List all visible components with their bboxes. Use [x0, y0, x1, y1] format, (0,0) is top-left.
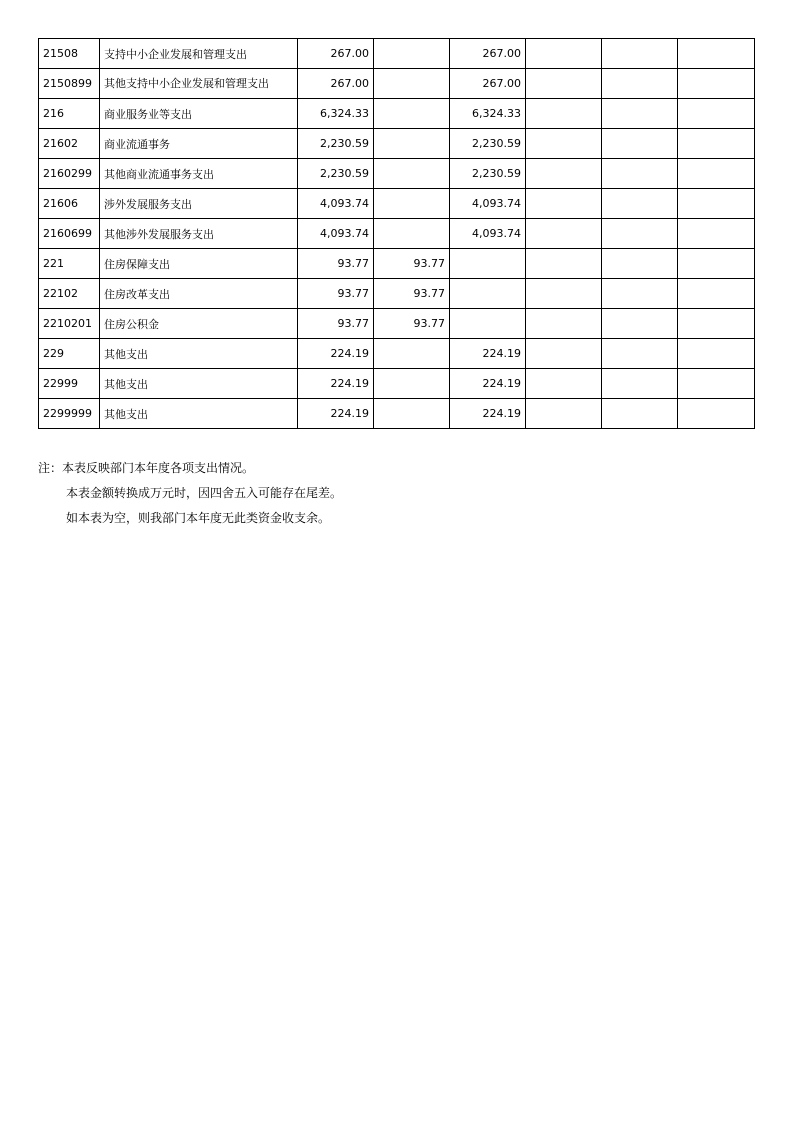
- cell-code: 2160299: [39, 159, 100, 189]
- cell-col6: [602, 249, 678, 279]
- cell-col5: [526, 249, 602, 279]
- cell-col5: [526, 279, 602, 309]
- cell-project: 2,230.59: [450, 129, 526, 159]
- cell-col5: [526, 99, 602, 129]
- cell-col6: [602, 339, 678, 369]
- cell-col7: [678, 249, 755, 279]
- cell-code: 21508: [39, 39, 100, 69]
- cell-basic: [374, 339, 450, 369]
- cell-code: 216: [39, 99, 100, 129]
- cell-code: 21602: [39, 129, 100, 159]
- cell-col6: [602, 39, 678, 69]
- table-row: [39, 369, 755, 399]
- cell-col6: [602, 369, 678, 399]
- cell-col7: [678, 309, 755, 339]
- table-notes: [38, 456, 342, 531]
- cell-col6: [602, 189, 678, 219]
- cell-col7: [678, 39, 755, 69]
- cell-total: 93.77: [298, 309, 374, 339]
- cell-project: 224.19: [450, 399, 526, 429]
- cell-code: 22999: [39, 369, 100, 399]
- cell-col7: [678, 399, 755, 429]
- cell-project: [450, 249, 526, 279]
- cell-code: 2299999: [39, 399, 100, 429]
- cell-total: 93.77: [298, 279, 374, 309]
- cell-col6: [602, 99, 678, 129]
- table-row: [39, 129, 755, 159]
- cell-total: 2,230.59: [298, 159, 374, 189]
- cell-col5: [526, 369, 602, 399]
- cell-col5: [526, 399, 602, 429]
- cell-project: [450, 279, 526, 309]
- cell-col6: [602, 69, 678, 99]
- cell-project: 224.19: [450, 339, 526, 369]
- cell-col7: [678, 279, 755, 309]
- cell-col7: [678, 129, 755, 159]
- cell-code: 2210201: [39, 309, 100, 339]
- table-row: [39, 69, 755, 99]
- cell-project: 224.19: [450, 369, 526, 399]
- cell-basic: [374, 99, 450, 129]
- table-row: [39, 399, 755, 429]
- cell-item-name: 住房公积金: [100, 309, 298, 339]
- note-line: 如本表为空，则我部门本年度无此类资金收支余。: [66, 511, 331, 525]
- cell-code: 22102: [39, 279, 100, 309]
- cell-item-name: 其他涉外发展服务支出: [100, 219, 298, 249]
- cell-col6: [602, 309, 678, 339]
- cell-code: 2160699: [39, 219, 100, 249]
- cell-basic: [374, 219, 450, 249]
- cell-total: 6,324.33: [298, 99, 374, 129]
- cell-total: 2,230.59: [298, 129, 374, 159]
- cell-basic: [374, 159, 450, 189]
- cell-item-name: 其他支出: [100, 369, 298, 399]
- cell-code: 2150899: [39, 69, 100, 99]
- cell-col5: [526, 309, 602, 339]
- cell-total: 93.77: [298, 249, 374, 279]
- cell-col6: [602, 279, 678, 309]
- cell-col5: [526, 219, 602, 249]
- cell-item-name: 其他支持中小企业发展和管理支出: [100, 69, 298, 99]
- cell-item-name: 涉外发展服务支出: [100, 189, 298, 219]
- note-line: 本表金额转换成万元时，因四舍五入可能存在尾差。: [66, 486, 343, 500]
- cell-col7: [678, 339, 755, 369]
- table-row: [39, 249, 755, 279]
- table-row: [39, 39, 755, 69]
- cell-code: 21606: [39, 189, 100, 219]
- cell-basic: [374, 129, 450, 159]
- cell-project: 6,324.33: [450, 99, 526, 129]
- cell-project: [450, 309, 526, 339]
- table-row: [39, 189, 755, 219]
- cell-col7: [678, 219, 755, 249]
- cell-basic: 93.77: [374, 249, 450, 279]
- cell-project: 267.00: [450, 39, 526, 69]
- cell-total: 267.00: [298, 69, 374, 99]
- cell-basic: 93.77: [374, 279, 450, 309]
- cell-project: 267.00: [450, 69, 526, 99]
- cell-total: 224.19: [298, 339, 374, 369]
- cell-project: 2,230.59: [450, 159, 526, 189]
- cell-total: 224.19: [298, 399, 374, 429]
- table-row: [39, 279, 755, 309]
- cell-code: 221: [39, 249, 100, 279]
- cell-item-name: 支持中小企业发展和管理支出: [100, 39, 298, 69]
- cell-col5: [526, 69, 602, 99]
- cell-basic: [374, 39, 450, 69]
- cell-basic: [374, 399, 450, 429]
- cell-col7: [678, 189, 755, 219]
- table-row: [39, 99, 755, 129]
- cell-basic: 93.77: [374, 309, 450, 339]
- cell-item-name: 其他商业流通事务支出: [100, 159, 298, 189]
- cell-total: 4,093.74: [298, 219, 374, 249]
- cell-col7: [678, 69, 755, 99]
- cell-col6: [602, 129, 678, 159]
- cell-code: 229: [39, 339, 100, 369]
- cell-col7: [678, 159, 755, 189]
- cell-col6: [602, 159, 678, 189]
- cell-col5: [526, 39, 602, 69]
- cell-item-name: 商业流通事务: [100, 129, 298, 159]
- cell-item-name: 住房保障支出: [100, 249, 298, 279]
- cell-project: 4,093.74: [450, 189, 526, 219]
- note-line: 注：本表反映部门本年度各项支出情况。: [38, 461, 255, 475]
- cell-col5: [526, 159, 602, 189]
- cell-basic: [374, 189, 450, 219]
- table-row: [39, 159, 755, 189]
- table-row: [39, 219, 755, 249]
- cell-col7: [678, 369, 755, 399]
- cell-basic: [374, 69, 450, 99]
- cell-item-name: 其他支出: [100, 339, 298, 369]
- cell-col5: [526, 339, 602, 369]
- table-row: [39, 309, 755, 339]
- cell-item-name: 商业服务业等支出: [100, 99, 298, 129]
- cell-col6: [602, 219, 678, 249]
- cell-total: 267.00: [298, 39, 374, 69]
- cell-col6: [602, 399, 678, 429]
- cell-project: 4,093.74: [450, 219, 526, 249]
- table-body: [39, 39, 755, 429]
- expenditure-table: [38, 38, 755, 429]
- cell-col7: [678, 99, 755, 129]
- cell-total: 4,093.74: [298, 189, 374, 219]
- cell-item-name: 住房改革支出: [100, 279, 298, 309]
- cell-basic: [374, 369, 450, 399]
- cell-item-name: 其他支出: [100, 399, 298, 429]
- cell-col5: [526, 189, 602, 219]
- cell-total: 224.19: [298, 369, 374, 399]
- table-row: [39, 339, 755, 369]
- cell-col5: [526, 129, 602, 159]
